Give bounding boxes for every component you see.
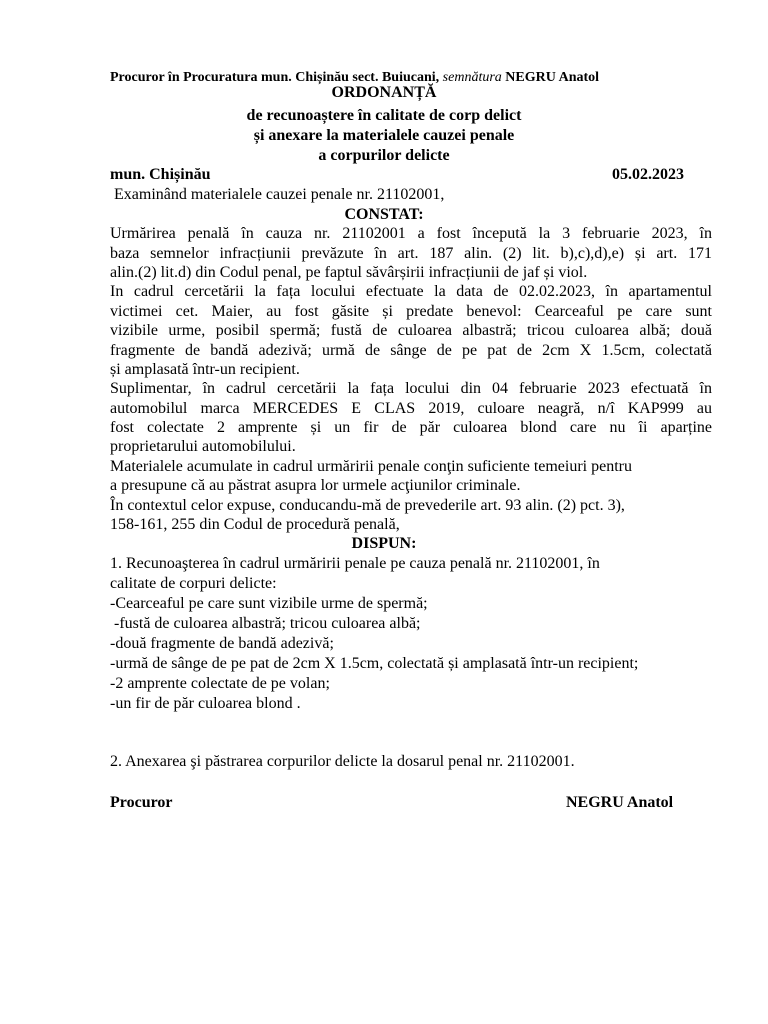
constat-line: proprietarului automobilului. xyxy=(110,438,296,455)
constat-line: Materialele acumulate in cadrul urmăririi penale conţin suficiente temeiuri pentru xyxy=(110,458,632,475)
intro-text: Examinând materialele cauzei penale nr. 21102001, xyxy=(114,186,445,203)
title-line-4: a corpurilor delicte xyxy=(318,147,450,164)
constat-line: Suplimentar, în cadrul cercetării la fața locului din 04 februarie 2023 efectuată în xyxy=(110,380,712,397)
constat-line: și amplasată într-un recipient. xyxy=(110,361,300,378)
dispun-line: -fustă de culoarea albastră; tricou culoarea albă; xyxy=(110,615,421,632)
constat-line: baza semnelor infracțiunii prevăzute în art. 187 alin. (2) lit. b),c),d),e) și art. 171 xyxy=(110,245,712,262)
header-prefix: Procuror în Procuratura mun. Chișinău sect. Buiucani, xyxy=(110,70,443,85)
footer-name: NEGRU Anatol xyxy=(566,794,674,811)
dispun-line: -două fragmente de bandă adezivă; xyxy=(110,635,334,652)
date: 05.02.2023 xyxy=(612,166,684,183)
dispun-line: -urmă de sânge de pe pat de 2cm X 1.5cm, colectată și amplasată într-un recipient; xyxy=(110,655,639,672)
dispun-line: -2 amprente colectate de pe volan; xyxy=(110,675,330,692)
dispun-line: -un fir de păr culoarea blond . xyxy=(110,695,301,712)
dispun-line: calitate de corpuri delicte: xyxy=(110,575,277,592)
constat-line: alin.(2) lit.d) din Codul penal, pe faptul săvârșirii infracțiunii de jaf și viol. xyxy=(110,264,588,281)
header-name: NEGRU Anatol xyxy=(501,70,600,85)
constat-line: fragmente de bandă adezivă; urmă de sânge de pe pat de 2cm X 1.5cm, colectată xyxy=(110,342,712,359)
footer-role: Procuror xyxy=(110,794,173,811)
dispun-heading: DISPUN: xyxy=(351,535,417,552)
constat-line: 158-161, 255 din Codul de procedură penală, xyxy=(110,516,400,533)
title-line-1: ORDONANȚĂ xyxy=(331,84,437,101)
constat-line: vizibile urme, posibil spermă; fustă de culoarea albastră; tricou culoarea albă; două xyxy=(110,322,712,339)
constat-line: Urmărirea penală în cauza nr. 21102001 a fost începută la 3 februarie 2023, în xyxy=(110,225,712,242)
place: mun. Chișinău xyxy=(110,166,211,183)
constat-line: In cadrul cercetării la fața locului efectuate la data de 02.02.2023, în apartamentul xyxy=(110,283,712,300)
title-line-3: și anexare la materialele cauzei penale xyxy=(253,127,515,144)
header-signature-word: semnătura xyxy=(442,70,502,85)
constat-line: victimei cet. Maier, au fost găsite și predate benevol: Cearceaful pe care sunt xyxy=(110,303,712,320)
dispun-line: -Cearceaful pe care sunt vizibile urme de spermă; xyxy=(110,595,428,612)
dispun-line: 1. Recunoaşterea în cadrul urmăririi penale pe cauza penală nr. 21102001, în xyxy=(110,555,600,572)
point-2: 2. Anexarea şi păstrarea corpurilor delicte la dosarul penal nr. 21102001. xyxy=(110,753,575,770)
constat-line: fost colectate 2 amprente și un fir de păr culoarea blond care nu îi aparține xyxy=(110,419,712,436)
constat-line: automobilul marca MERCEDES E CLAS 2019, culoare neagră, n/î KAP999 au xyxy=(110,400,712,417)
constat-line: a presupune că au păstrat asupra lor urmele acţiunilor criminale. xyxy=(110,477,521,494)
title-line-2: de recunoaștere în calitate de corp delict xyxy=(246,107,522,124)
constat-line: În contextul celor expuse, conducandu-mă de prevederile art. 93 alin. (2) pct. 3), xyxy=(110,497,625,514)
constat-heading: CONSTAT: xyxy=(344,206,424,223)
